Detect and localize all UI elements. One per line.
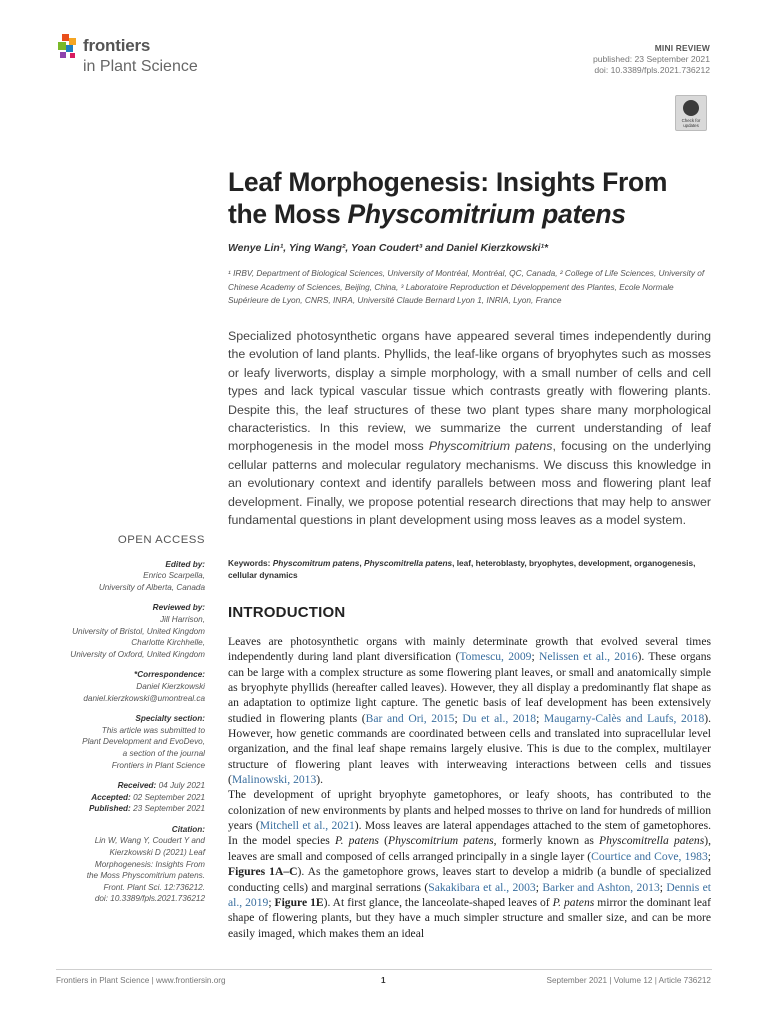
published-date: published: 23 September 2021: [592, 54, 710, 64]
text: ;: [659, 880, 667, 894]
dates: [15, 780, 205, 815]
abstract-text-2: , focusing on the underlying cellular patterns and molecular regulatory mechanisms. We discuss this knowledge in an evolutionary context and identify parallels between moss and flowering plant leaf development. Finally, we propose potential research directions that may help to answer fundamental questions in plant development using moss leaves as a model system.: [228, 439, 712, 528]
specialty-section: [15, 713, 205, 771]
published-date-sidebar: 23 September 2021: [133, 804, 205, 814]
title-line-1: Leaf Morphogenesis: Insights From: [228, 167, 668, 197]
text: ). These organs can be large with a complex structure as some flowering plant leaves, or small and anatomically simple as bryophyte phyllids (hereafter called leaves). However, they all display a predominantly flat shape as an adaptation to optimize light capture. The genetic basis of leaf development has been extensively studied in flowering plants (: [228, 650, 712, 725]
abstract: [228, 327, 711, 529]
check-for-updates-button[interactable]: [675, 95, 707, 131]
text: , formerly known as: [493, 834, 600, 848]
text: ), leaves are small and composed of cells arranged principally in a single layer (: [228, 834, 712, 863]
body-text: [228, 634, 711, 941]
open-access-label: OPEN ACCESS: [117, 534, 205, 546]
figure-link[interactable]: Figure 1E: [274, 895, 324, 909]
text: ;: [454, 711, 463, 725]
specialty-label: Specialty section:: [135, 714, 205, 724]
reviewer-name: Charlotte Kirchhelle,: [131, 638, 205, 648]
citation-link[interactable]: Nelissen et al., 2016: [538, 650, 638, 664]
title-species: Physcomitrium patens: [347, 199, 626, 229]
specialty-text: This article was submitted to: [101, 725, 205, 735]
citation-link[interactable]: Mitchell et al., 2021: [259, 819, 355, 833]
citation-link[interactable]: Bar and Ori, 2015: [365, 711, 455, 725]
citation-link[interactable]: Sakakibara et al., 2003: [428, 880, 536, 894]
footer-divider: [56, 969, 712, 970]
specialty-text: a section of the journal: [122, 748, 205, 758]
article-title: [228, 166, 708, 230]
species-name: Physcomitrium patens: [387, 834, 494, 848]
citation-link[interactable]: Tomescu, 2009: [459, 650, 532, 664]
correspondence: [15, 669, 205, 704]
abstract-text-1: Specialized photosynthetic organs have appeared several times independently during the evolution of land plants. Phyllids, the leaf-like organs of bryophytes such as mosses or leafy liverworts, display a simple morphology, with a small number of cells and cell types and lack typical vascular tissue which contrasts greatly with flowering plants. Despite this, the leaf structures of these two plant types share many morphological characteristics. In this review, we summarize the current understanding of leaf morphogenesis in the model moss: [228, 329, 711, 454]
species-name: P. patens: [335, 834, 379, 848]
doi-link[interactable]: doi: 10.3389/fpls.2021.736212: [594, 65, 710, 75]
text: ). As the gametophore grows, leaves start to develop a midrib (a bundle of specialized conducting cells) and marginal serrations (: [228, 865, 711, 894]
species-name: Physcomitrella patens: [599, 834, 705, 848]
editor-institution: University of Alberta, Canada: [98, 582, 205, 592]
text: ;: [535, 880, 543, 894]
paragraph-1: [228, 634, 711, 787]
received-label: Received:: [117, 781, 157, 791]
abstract-species: Physcomitrium patens: [428, 439, 553, 454]
edited-label: Edited by:: [165, 559, 205, 569]
specialty-text: Plant Development and EvoDevo,: [82, 737, 205, 747]
text: ). However, how genetic commands are coordinated between cells and translated into supracellular level organization, and the final leaf shape remains largely elusive. This is due to the complex, multilayer structure of flowering plant leaves with interweaving interactions between cells and tissues (: [228, 711, 712, 787]
correspondence-label: *Correspondence:: [134, 670, 205, 680]
keyword-sep: ,: [359, 558, 365, 568]
text: ;: [531, 650, 539, 664]
text: ). At first glance, the lanceolate-shaped leaves of: [323, 895, 553, 909]
citation: [15, 824, 205, 905]
species-name: P. patens: [552, 895, 595, 909]
citation-link[interactable]: Courtice and Cove, 1983: [591, 849, 708, 863]
citation-text: the Moss Physcomitrium patens.: [86, 871, 205, 881]
footer-issue: September 2021 | Volume 12 | Article 736212: [546, 976, 711, 985]
citation-text: Kierzkowski D (2021) Leaf: [109, 848, 205, 858]
published-label: Published:: [88, 804, 131, 814]
paragraph-2: [228, 787, 711, 940]
section-heading: INTRODUCTION: [228, 604, 346, 621]
accepted-date: 02 September 2021: [133, 792, 205, 802]
text: mirror the dominant leaf shape of flowering plants, but they have a much simpler structure and smaller size, and can be more easily imaged, which makes them an ideal: [228, 895, 712, 940]
reviewed-by: [15, 602, 205, 660]
reviewer-institution: University of Bristol, United Kingdom: [72, 626, 205, 636]
keyword-2: Physcomitrella patens: [364, 558, 453, 568]
citation-link[interactable]: Du et al., 2018: [462, 711, 537, 725]
check-updates-label: Check for updates: [681, 118, 701, 128]
citation-link[interactable]: Maugarny-Calès and Laufs, 2018: [543, 711, 705, 725]
author-list: Wenye Lin¹, Ying Wang², Yoan Coudert³ and Daniel Kierzkowski¹*: [228, 243, 549, 254]
keyword-1: Physcomitrum patens: [272, 558, 360, 568]
journal-logo[interactable]: [56, 34, 226, 80]
reviewer-institution: University of Oxford, United Kingdom: [70, 649, 205, 659]
page-number: 1: [381, 976, 386, 985]
correspondence-name: Daniel Kierzkowski: [136, 681, 205, 691]
text: ;: [536, 711, 544, 725]
received-date: 04 July 2021: [158, 781, 205, 791]
brand-name: frontiers: [83, 36, 151, 55]
frontiers-logo-icon: [56, 34, 80, 60]
journal-name: in Plant Science: [83, 58, 198, 75]
text: ;: [268, 895, 275, 909]
text: The development of upright bryophyte gametophores, or leafy shoots, has contributed to the colonization of new environments by plants and helped mosses to thrive on land for hundreds of million years (: [228, 788, 711, 833]
reviewer-name: Jill Harrison,: [159, 614, 205, 624]
text: (: [378, 834, 388, 848]
citation-link[interactable]: Barker and Ashton, 2013: [542, 880, 660, 894]
text: ). Moss leaves are lateral appendages attached to the stem of gametophores. In the model species: [228, 819, 711, 848]
footer-journal[interactable]: Frontiers in Plant Science | www.frontiersin.org: [56, 976, 226, 985]
title-line-2: the Moss: [228, 199, 348, 229]
editor-name: Enrico Scarpella,: [143, 571, 205, 581]
citation-doi[interactable]: doi: 10.3389/fpls.2021.736212: [94, 894, 205, 904]
citation-link[interactable]: Dennis et al., 2019: [228, 880, 711, 909]
keywords-label: Keywords:: [228, 558, 271, 568]
keyword-rest: , leaf, heteroblasty, bryophytes, development, organogenesis, cellular dynamics: [228, 558, 696, 580]
article-meta-header: [593, 43, 710, 76]
text: ).: [316, 773, 324, 787]
citation-label: Citation:: [171, 824, 205, 834]
check-updates-icon: [683, 100, 699, 116]
edited-by: [15, 559, 205, 594]
correspondence-email[interactable]: daniel.kierzkowski@umontreal.ca: [83, 693, 205, 703]
citation-text: Lin W, Wang Y, Coudert Y and: [94, 836, 205, 846]
accepted-label: Accepted:: [91, 792, 131, 802]
text: Leaves are photosynthetic organs with mainly determinate growth that evolved several times independently during land plant diversification (: [228, 635, 711, 664]
citation-link[interactable]: Malinowski, 2013: [231, 773, 317, 787]
keywords: [228, 558, 711, 581]
article-type: MINI REVIEW: [654, 43, 710, 53]
reviewed-label: Reviewed by:: [152, 603, 205, 613]
specialty-text: Frontiers in Plant Science: [111, 760, 205, 770]
citation-text: Morphogenesis: Insights From: [94, 859, 205, 869]
citation-text: Front. Plant Sci. 12:736212.: [103, 882, 205, 892]
figure-link[interactable]: Figures 1A–C: [228, 865, 298, 879]
text: ;: [707, 849, 711, 863]
affiliations: ¹ IRBV, Department of Biological Sciences, University of Montréal, Montréal, QC, Canada, ² College of Life Sciences, University of Chinese Academy of Sciences, Beijing, China, ³ Laboratoire Reproduction et Développement des Plantes, Ecole Normale Supérieure de Lyon, CNRS, INRA, Université Claude Bernard Lyon 1, INRIA, Lyon, France: [228, 268, 705, 306]
article-sidebar: [15, 535, 205, 914]
